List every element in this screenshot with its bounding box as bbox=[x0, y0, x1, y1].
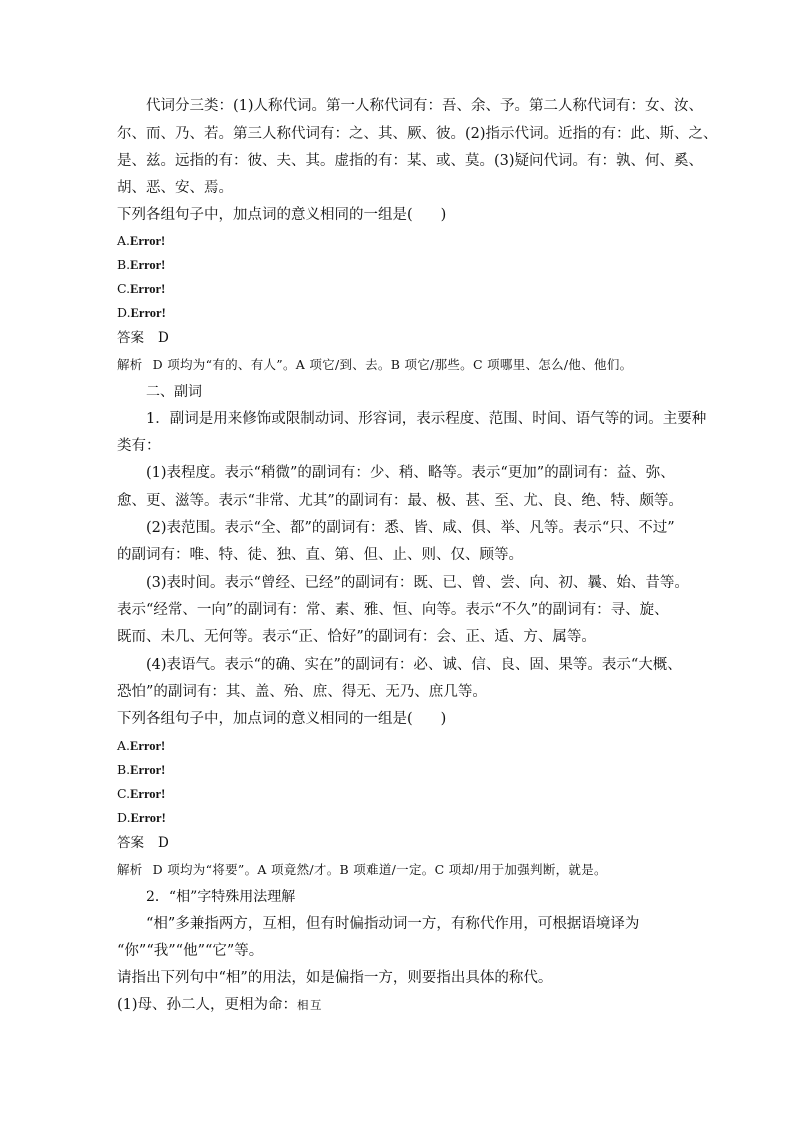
xiang-item-1-answer: 相互 bbox=[297, 998, 324, 1012]
question-1-prompt-end: ) bbox=[440, 207, 447, 223]
adverb-mood-line-1: (4)表语气。表示“的确、实在”的副词有：必、诚、信、良、固、果等。表示“大概、 bbox=[146, 657, 682, 673]
adverb-degree-line-1: (1)表程度。表示“稍微”的副词有：少、稍、略等。表示“更加”的副词有：益、弥、 bbox=[146, 465, 675, 481]
question-1-prompt bbox=[117, 205, 446, 225]
adverb-degree-line-2: 愈、更、滋等。表示“非常、尤其”的副词有：最、极、甚、至、尤、良、绝、特、颇等。 bbox=[117, 493, 683, 509]
explanation-text: D 项均为“有的、有人”。A 项它/到、去。B 项它/那些。C 项哪里、怎么/他、他们。 bbox=[152, 357, 633, 372]
answer-value: D bbox=[158, 330, 169, 346]
xiang-item-1 bbox=[117, 995, 323, 1015]
pronoun-paragraph-line-3: 是、兹。远指的有：彼、夫、其。虚指的有：某、或、莫。(3)疑问代词。有：孰、何、奚、 bbox=[117, 153, 704, 169]
adverb-scope-line-1: (2)表范围。表示“全、都”的副词有：悉、皆、咸、俱、举、凡等。表示“只、不过” bbox=[146, 520, 675, 536]
answer-label: 答案 bbox=[117, 835, 144, 851]
question-2-option-d: D.Error! bbox=[117, 810, 166, 825]
question-2-prompt-text: 下列各组句子中，加点词的意义相同的一组是( bbox=[117, 711, 413, 727]
question-2-option-b: B.Error! bbox=[117, 762, 166, 777]
adverb-intro-line-1: 1．副词是用来修饰或限制动词、形容词，表示程度、范围、时间、语气等的词。主要种 bbox=[146, 411, 707, 427]
adverb-time-line-2: 表示“经常、一向”的副词有：常、素、雅、恒、向等。表示“不久”的副词有：寻、旋、 bbox=[117, 602, 669, 618]
section-heading-adverb: 二、副词 bbox=[146, 384, 202, 400]
explanation-label: 解析 bbox=[117, 862, 143, 877]
xiang-item-1-text: (1)母、孙二人，更相为命： bbox=[117, 997, 298, 1013]
question-1-option-b: B.Error! bbox=[117, 257, 166, 272]
question-1-option-c: C.Error! bbox=[117, 281, 166, 296]
section-heading-xiang: 2．“相”字特殊用法理解 bbox=[146, 889, 296, 905]
adverb-time-line-1: (3)表时间。表示“曾经、已经”的副词有：既、已、曾、尝、向、初、曩、始、昔等。 bbox=[146, 575, 689, 591]
xiang-instruction: 请指出下列句中“相”的用法，如是偏指一方，则要指出具体的称代。 bbox=[117, 970, 553, 986]
adverb-intro-line-2: 类有： bbox=[117, 438, 161, 454]
pronoun-paragraph-line-4: 胡、恶、安、焉。 bbox=[117, 180, 233, 196]
question-2-prompt bbox=[117, 709, 446, 729]
explanation-label: 解析 bbox=[117, 357, 143, 372]
adverb-time-line-3: 既而、未几、无何等。表示“正、恰好”的副词有：会、正、适、方、属等。 bbox=[117, 629, 596, 645]
question-1-option-a: A.Error! bbox=[117, 233, 166, 248]
question-2-explanation bbox=[117, 860, 607, 880]
answer-label: 答案 bbox=[117, 330, 144, 346]
xiang-body-line-2: “你”“我”“他”“它”等。 bbox=[117, 943, 264, 959]
question-1-option-d: D.Error! bbox=[117, 305, 166, 320]
adverb-mood-line-2: 恐怕”的副词有：其、盖、殆、庶、得无、无乃、庶几等。 bbox=[117, 684, 487, 700]
pronoun-paragraph-line-2: 尔、而、乃、若。第三人称代词有：之、其、厥、彼。(2)指示代词。近指的有：此、斯、之、 bbox=[117, 126, 718, 142]
question-2-prompt-end: ) bbox=[440, 711, 447, 727]
question-1-answer bbox=[117, 328, 169, 348]
adverb-scope-line-2: 的副词有：唯、特、徒、独、直、第、但、止、则、仅、顾等。 bbox=[117, 547, 523, 563]
answer-value: D bbox=[158, 835, 169, 851]
question-2-answer bbox=[117, 833, 169, 853]
question-2-option-c: C.Error! bbox=[117, 786, 166, 801]
question-1-explanation bbox=[117, 355, 632, 375]
question-1-prompt-text: 下列各组句子中，加点词的意义相同的一组是( bbox=[117, 207, 413, 223]
pronoun-paragraph-line-1: 代词分三类：(1)人称代词。第一人称代词有：吾、余、予。第二人称代词有：女、汝、 bbox=[146, 98, 704, 114]
xiang-body-line-1: “相”多兼指两方，互相，但有时偏指动词一方，有称代作用，可根据语境译为 bbox=[146, 916, 640, 932]
explanation-text: D 项均为“将要”。A 项竟然/才。B 项难道/一定。C 项却/用于加强判断，就是。 bbox=[152, 862, 607, 877]
question-2-option-a: A.Error! bbox=[117, 738, 166, 753]
